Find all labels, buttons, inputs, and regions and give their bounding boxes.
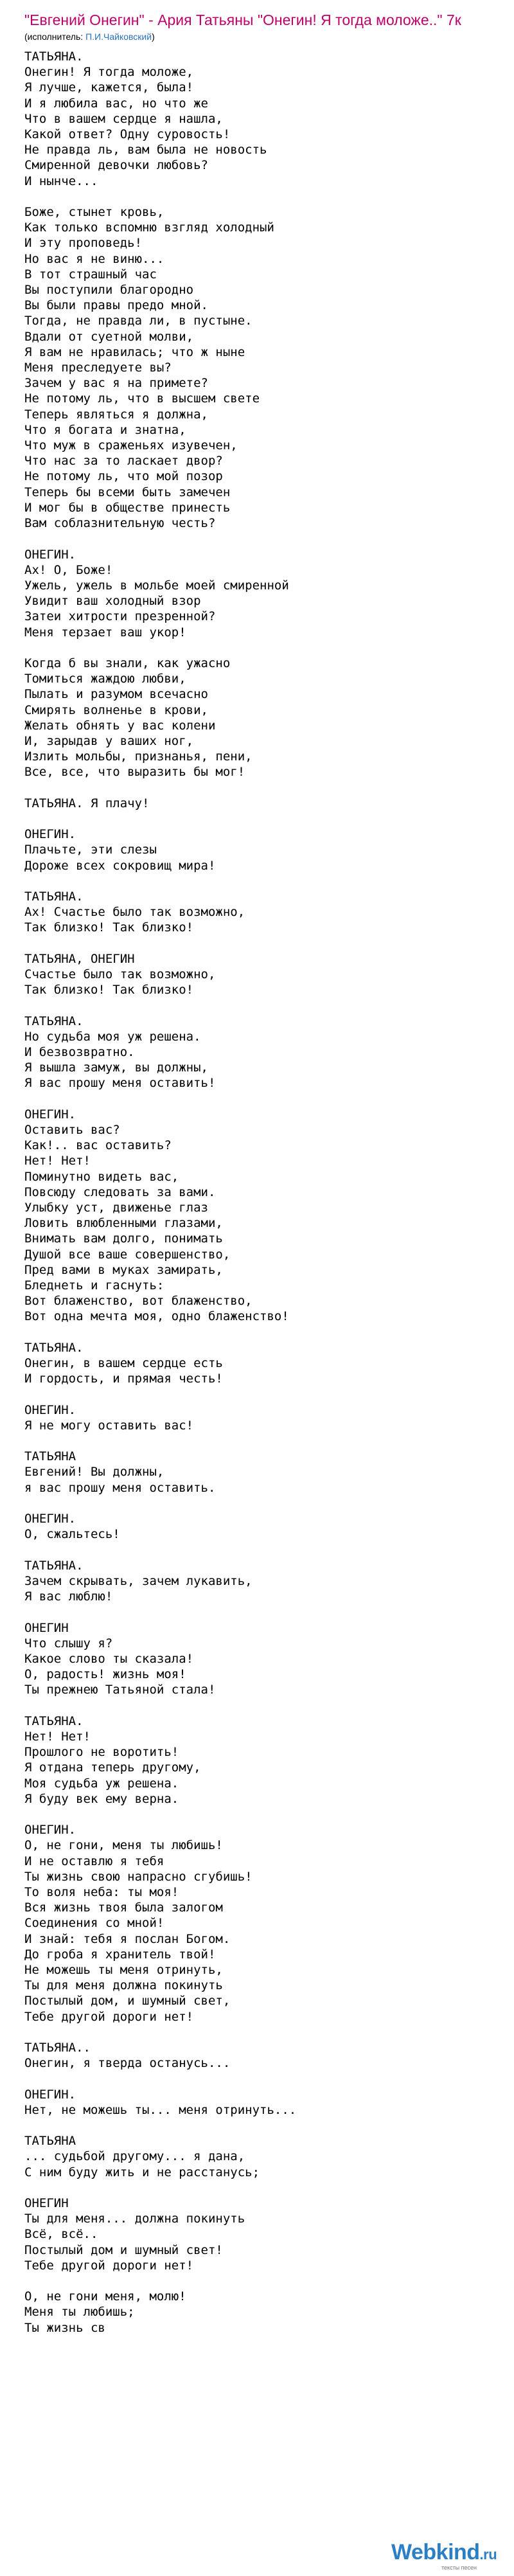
page bbox=[24, 12, 500, 2336]
performer-prefix: (исполнитель: bbox=[24, 31, 86, 42]
logo-brand: Webkind.ru bbox=[391, 2540, 497, 2564]
logo-tagline: тексты песен bbox=[441, 2564, 477, 2571]
page-title: "Евгений Онегин" - Ария Татьяны "Онегин! Я тогда моложе.." 7к bbox=[24, 12, 461, 28]
webkind-logo[interactable] bbox=[372, 2540, 510, 2572]
lyrics-text: ТАТЬЯНА. Онегин! Я тогда моложе, Я лучше, кажется, была! И я любила вас, но что же Что в вашем сердце я нашла, Какой ответ? Одну суровость! Не правда ль, вам была не новость Смиренной девочки любовь? И нынче... Боже, стынет кровь, Как только вспомню взгляд холодный И эту проповедь! Но вас я не виню... В тот страшный час Вы поступили благородно Вы были правы предо мной. Тогда, не правда ли, в пустыне. Вдали от суетной молви, Я вам не нравилась; что ж ныне Меня преследуете вы? Зачем у вас я на примете? Не потому ль, что в высшем свете Теперь являться я должна, Что я богата и знатна, Что муж в сраженьях изувечен, Что нас за то ласкает двор? Не потому ль, что мой позор Теперь бы всеми быть замечен И мог бы в обществе принесть Вам соблазнительную честь? ОНЕГИН. Ах! О, Боже! Ужель, ужель в мольбе моей смиренной Увидит ваш холодный взор Затеи хитрости презренной? Меня терзает ваш укор! Когда б вы знали, как ужасно Томиться жаждою любви, Пылать и разумом всечасно Смирять волненье в крови, Желать обнять у вас колени И, зарыдав у ваших ног, Излить мольбы, признанья, пени, Все, все, что выразить бы мог! ТАТЬЯНА. Я плачу! ОНЕГИН. Плачьте, эти слезы Дороже всех сокровищ мира! ТАТЬЯНА. Ах! Счастье было так возможно, Так близко! Так близко! ТАТЬЯНА, ОНЕГИН Счастье было так возможно, Так близко! Так близко! ТАТЬЯНА. Но судьба моя уж решена. И безвозвратно. Я вышла замуж, вы должны, Я вас прошу меня оставить! ОНЕГИН. Оставить вас? Как!.. вас оставить? Нет! Нет! Поминутно видеть вас, Повсюду следовать за вами. Улыбку уст, движенье глаз Ловить влюбленными глазами, Внимать вам долго, понимать Душой все ваше совершенство, Пред вами в муках замирать, Бледнеть и гаснуть: Вот блаженство, вот блаженство, Вот одна мечта моя, одно блаженство! ТАТЬЯНА. Онегин, в вашем сердце есть И гордость, и прямая честь! ОНЕГИН. Я не могу оставить вас! ТАТЬЯНА Евгений! Вы должны, я вас прошу меня оставить. ОНЕГИН. О, сжальтесь! ТАТЬЯНА. Зачем скрывать, зачем лукавить, Я вас люблю! ОНЕГИН Что слышу я? Какое слово ты сказала! О, радость! жизнь моя! Ты прежнею Татьяной стала! ТАТЬЯНА. Нет! Нет! Прошлого не воротить! Я отдана теперь другому, Моя судьба уж решена. Я буду век ему верна. ОНЕГИН. О, не гони, меня ты любишь! И не оставлю я тебя Ты жизнь свою напрасно сгубишь! То воля неба: ты моя! Вся жизнь твоя была залогом Соединения со мной! И знай: тебя я послан Богом. До гроба я хранитель твой! Не можешь ты меня отринуть, Ты для меня должна покинуть Постылый дом, и шумный свет, Тебе другой дороги нет! ТАТЬЯНА.. Онегин, я тверда останусь... ОНЕГИН. Нет, не можешь ты... меня отринуть... ТАТЬЯНА ... судьбой другому... я дана, С ним буду жить и не расстанусь; ОНЕГИН Ты для меня... должна покинуть Всё, всё.. Постылый дом и шумный свет! Тебе другой дороги нет! О, не гони меня, молю! Меня ты любишь; Ты жизнь св bbox=[24, 49, 297, 2335]
performer-suffix: ) bbox=[152, 31, 155, 42]
performer-line bbox=[24, 31, 500, 42]
performer-link[interactable]: П.И.Чайковский bbox=[85, 31, 152, 42]
